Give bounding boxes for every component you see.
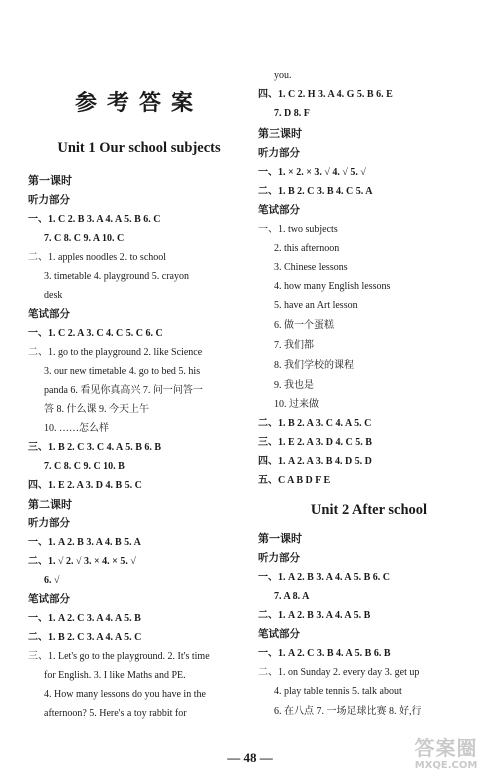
u1-lesson1-heading: 第一课时 xyxy=(28,175,72,187)
answer-line: 7. D 8. F xyxy=(274,108,310,119)
u2l1-listening-label: 听力部分 xyxy=(258,553,300,564)
answer-line: 四、1. C 2. H 3. A 4. G 5. B 6. E xyxy=(258,89,393,100)
answer-line: 三、1. Let's go to the playground. 2. It's time xyxy=(28,651,210,662)
answer-line: 二、1. go to the playground 2. like Science xyxy=(28,347,203,358)
answer-line: 三、1. E 2. A 3. D 4. C 5. B xyxy=(258,437,372,448)
answer-line: 一、1. A 2. B 3. A 4. B 5. A xyxy=(28,537,141,548)
answer-line: 二、1. on Sunday 2. every day 3. get up xyxy=(258,667,420,678)
answer-line: 4. play table tennis 5. talk about xyxy=(274,686,402,697)
u1l3-written-label: 笔试部分 xyxy=(258,205,300,216)
watermark xyxy=(400,736,492,776)
answer-line: 一、1. C 2. B 3. A 4. A 5. B 6. C xyxy=(28,214,161,225)
answer-line: 3. timetable 4. playground 5. crayon xyxy=(44,271,189,282)
answer-line: 7. A 8. A xyxy=(274,591,310,602)
answer-line: 二、1. B 2. C 3. A 4. A 5. C xyxy=(28,632,142,643)
u1l1-listening-label: 听力部分 xyxy=(28,195,70,206)
answer-line: 3. our new timetable 4. go to bed 5. his xyxy=(44,366,201,377)
u1l2-listening-label: 听力部分 xyxy=(28,518,70,529)
answer-line: 7. C 8. C 9. A 10. C xyxy=(44,233,125,244)
u1l1-written-label: 笔试部分 xyxy=(28,309,70,320)
answer-line: afternoon? 5. Here's a toy rabbit for xyxy=(44,708,187,719)
answer-line: 二、1. apples noodles 2. to school xyxy=(28,252,167,263)
u1-lesson3-heading: 第三课时 xyxy=(258,128,302,140)
answer-line: 一、1. × 2. × 3. √ 4. √ 5. √ xyxy=(258,167,366,178)
answer-line: 6. 在八点 7. 一场足球比赛 8. 好,行 xyxy=(274,706,422,717)
page-number: — 48 — xyxy=(227,750,273,765)
answer-line: 四、1. A 2. A 3. B 4. D 5. D xyxy=(258,456,372,467)
answer-line: you. xyxy=(274,70,292,81)
answer-line: 二、1. B 2. A 3. C 4. A 5. C xyxy=(258,418,372,429)
u1l2-written-label: 笔试部分 xyxy=(28,594,70,605)
answer-line: 7. 我们都 xyxy=(274,340,314,351)
unit-2-title: Unit 2 After school xyxy=(310,502,428,518)
answer-line: for English. 3. I like Maths and PE. xyxy=(44,670,186,681)
answer-line: panda 6. 看见你真高兴 7. 问一问答一 xyxy=(44,385,203,396)
unit-1-title: Unit 1 Our school subjects xyxy=(57,140,221,156)
answer-line: 6. 做一个蛋糕 xyxy=(274,320,334,331)
answer-line: 6. √ xyxy=(44,575,60,586)
watermark-url: MXQE.COM xyxy=(414,760,478,771)
answer-line: 一、1. C 2. A 3. C 4. C 5. C 6. C xyxy=(28,328,163,339)
u1l3-listening-label: 听力部分 xyxy=(258,148,300,159)
answer-line: 7. C 8. C 9. C 10. B xyxy=(44,461,125,472)
answer-line: 四、1. E 2. A 3. D 4. B 5. C xyxy=(28,480,142,491)
answer-line: 3. Chinese lessons xyxy=(274,262,348,273)
answer-line: 4. How many lessons do you have in the xyxy=(44,689,206,700)
answer-line: 一、1. A 2. B 3. A 4. A 5. B 6. C xyxy=(258,572,390,583)
answer-line: 10. ……怎么样 xyxy=(44,423,109,434)
watermark-logo: 答案圈 xyxy=(414,736,478,760)
u2l1-written-label: 笔试部分 xyxy=(258,629,300,640)
answer-line: 二、1. A 2. B 3. A 4. A 5. B xyxy=(258,610,371,621)
answer-line: 一、1. A 2. C 3. A 4. A 5. B xyxy=(28,613,141,624)
answer-line: 9. 我也是 xyxy=(274,380,314,391)
answer-line: 答 8. 什么课 9. 今天上午 xyxy=(44,404,149,415)
answer-line: 二、1. √ 2. √ 3. × 4. × 5. √ xyxy=(28,556,136,567)
answer-line: 二、1. B 2. C 3. B 4. C 5. A xyxy=(258,186,373,197)
answer-line: 5. have an Art lesson xyxy=(274,300,358,311)
answer-line: 8. 我们学校的课程 xyxy=(274,360,354,371)
answer-line: 10. 过来做 xyxy=(274,399,319,410)
answer-line: 一、1. A 2. C 3. B 4. A 5. B 6. B xyxy=(258,648,391,659)
page-title: 参考答案 xyxy=(74,90,203,115)
answer-line: 五、C A B D F E xyxy=(258,475,331,486)
u2-lesson1-heading: 第一课时 xyxy=(258,533,302,545)
answer-line: 一、1. two subjects xyxy=(258,224,338,235)
answer-line: 4. how many English lessons xyxy=(274,281,391,292)
answer-line: 三、1. B 2. C 3. C 4. A 5. B 6. B xyxy=(28,442,162,453)
answer-line: desk xyxy=(44,290,63,301)
answer-line: 2. this afternoon xyxy=(274,243,340,254)
u1-lesson2-heading: 第二课时 xyxy=(28,499,72,511)
